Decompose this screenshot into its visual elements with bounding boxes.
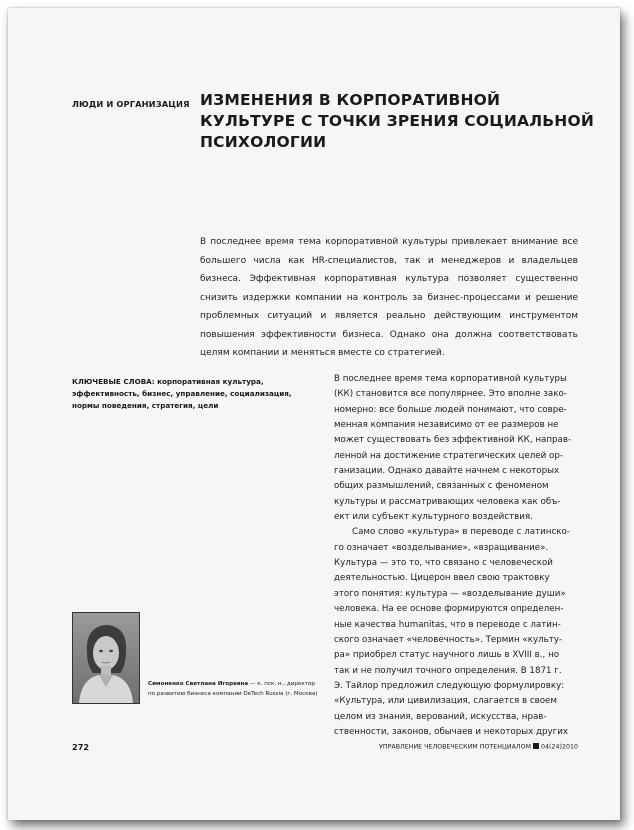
body-line: может существовать без эффективной КК, направ-: [334, 435, 572, 446]
title-line: ПСИХОЛОГИИ: [200, 133, 327, 151]
body-line: «Культура, или цивилизация, слагается в своем: [334, 696, 557, 707]
body-line: Э. Тайлор предложил следующую формулировку:: [334, 680, 565, 691]
body-line: го означает «возделывание», «взращивание».: [334, 542, 549, 553]
title-line: ИЗМЕНЕНИЯ В КОРПОРАТИВНОЙ: [200, 91, 501, 109]
author-info: [148, 679, 318, 699]
body-line: человека. На ее основе формируются определен-: [334, 604, 564, 615]
journal-issue: 04(24)2010: [541, 743, 578, 751]
author-details: — к. пск. н., директор: [248, 681, 315, 687]
body-line: ные качества humanitas, что в переводе с латин-: [334, 619, 561, 630]
body-line: деятельностью. Цицерон ввел свою трактовку: [334, 573, 550, 584]
body-line: ект или субъект культурного воздействия.: [334, 512, 533, 523]
body-line: (КК) становится все популярнее. Это вполне зако-: [334, 389, 567, 400]
author-details: по развитию бизнеса компании DeTech Russia (г. Москва): [148, 691, 318, 697]
title-line: КУЛЬТУРЕ С ТОЧКИ ЗРЕНИЯ СОЦИАЛЬНОЙ: [200, 112, 595, 130]
journal-footer: [378, 743, 578, 751]
journal-name: УПРАВЛЕНИЕ ЧЕЛОВЕЧЕСКИМ ПОТЕНЦИАЛОМ: [379, 743, 532, 751]
author-name: Симоненко Светлана Игоревна: [148, 681, 249, 687]
body-line: общих размышлений, связанных с феноменом: [334, 481, 549, 492]
keywords: КЛЮЧЕВЫЕ СЛОВА: корпоративная культура, эффективность, бизнес, управление, социализация, нормы поведения, стратегия, цели: [72, 377, 292, 410]
body-line: номерно: все больше людей понимают, что совре-: [334, 404, 567, 415]
body-line: культуры и рассматривающих человека как объ-: [334, 496, 561, 507]
body-line: ственности, законов, обычаев и некоторых других: [334, 726, 569, 737]
body-line: целом из знания, верований, искусства, нрав-: [334, 711, 547, 722]
square-bullet-icon: [533, 743, 539, 749]
body-line: Само слово «культура» в переводе с латинско-: [352, 527, 570, 538]
body-line: так и не получил точного определения. В 1871 г.: [334, 665, 562, 676]
body-line: В последнее время тема корпоративной культуры: [334, 374, 567, 384]
article-title: [200, 90, 600, 153]
body-line: ленной на достижение стратегических целей ор-: [334, 450, 564, 461]
author-photo: [72, 612, 140, 704]
section-label: ЛЮДИ И ОРГАНИЗАЦИЯ: [72, 99, 190, 109]
author-portrait: [73, 613, 139, 703]
body-line: этого понятия: культура — «возделывание души»: [334, 588, 566, 599]
body-line: ра» приобрел статус научного лишь в XVIII в., но: [334, 650, 560, 661]
body-line: ганизации. Однако давайте начнем с некоторых: [334, 466, 560, 477]
article-abstract: В последнее время тема корпоративной культуры привлекает внимание все большего числа как HR-специалистов, так и менеджеров и владельцев бизнеса. Эффективная корпоративная культура позволяет существенно снизить издержки компании на контроль за бизнес-процессами и решение проблемных ситуаций и является реально действующим инструментом повышения эффективности бизнеса. Однако она должна соответствовать целям компании и меняться вместе со стратегией.: [200, 237, 578, 358]
body-line: ского означает «человечность». Термин «культу-: [334, 634, 563, 645]
article-body: [334, 372, 584, 740]
body-line: менная компания независимо от ее размеров не: [334, 420, 559, 431]
page-number: 272: [72, 742, 90, 752]
body-line: Культура — это то, что связано с человеческой: [334, 558, 553, 569]
